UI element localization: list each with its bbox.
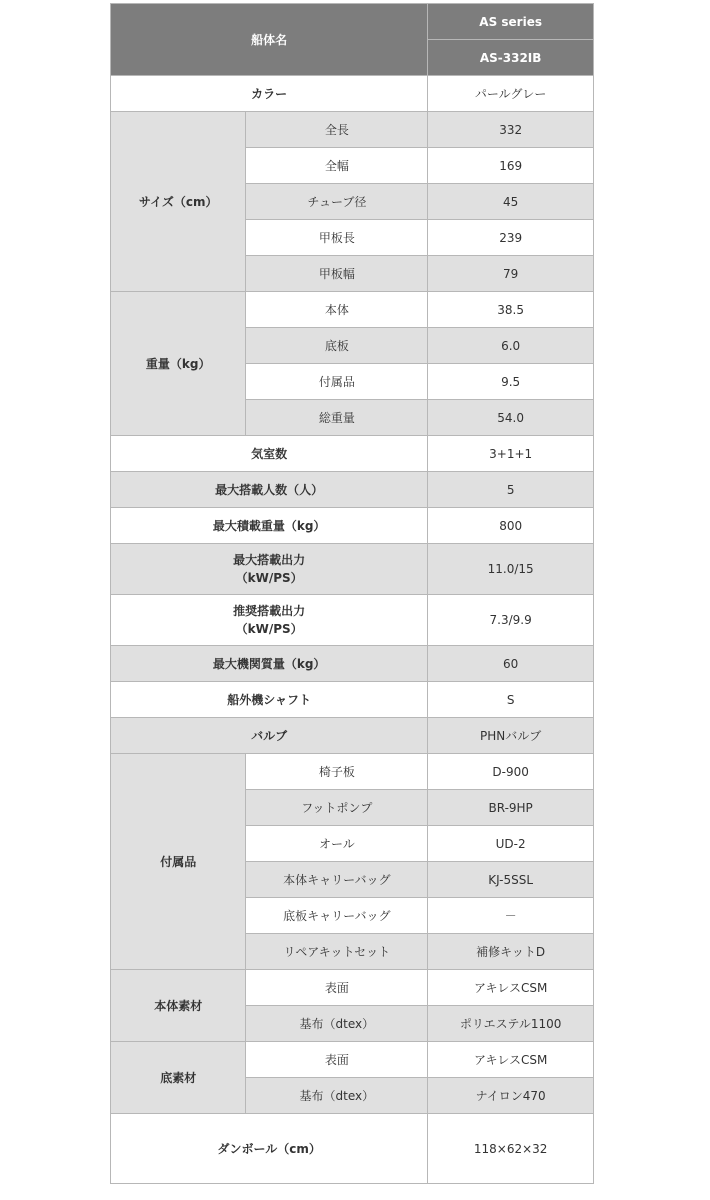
row-value: 6.0 [428, 328, 594, 364]
row-value: 45 [428, 184, 594, 220]
bottom-material-group-label: 底素材 [111, 1042, 246, 1114]
shaft-value: S [428, 682, 594, 718]
max-persons-label: 最大搭載人数（人） [111, 472, 428, 508]
table-row [111, 112, 594, 148]
max-output-label-line1: 最大搭載出力 [233, 553, 306, 567]
max-output-label [111, 544, 428, 595]
row-label: 基布（dtex） [246, 1006, 428, 1042]
rec-output-value: 7.3/9.9 [428, 595, 594, 646]
max-output-label-line2: （kW/PS） [235, 571, 303, 585]
chambers-label: 気室数 [111, 436, 428, 472]
table-row [111, 595, 594, 646]
row-label: チューブ径 [246, 184, 428, 220]
row-label: 表面 [246, 1042, 428, 1078]
row-label: 本体 [246, 292, 428, 328]
table-row [111, 436, 594, 472]
row-label: 全長 [246, 112, 428, 148]
table-row [111, 508, 594, 544]
chambers-value: 3+1+1 [428, 436, 594, 472]
row-label: 底板キャリーバッグ [246, 898, 428, 934]
table-row [111, 970, 594, 1006]
row-label: 甲板長 [246, 220, 428, 256]
body-material-group-label: 本体素材 [111, 970, 246, 1042]
rec-output-label [111, 595, 428, 646]
row-label: 本体キャリーバッグ [246, 862, 428, 898]
row-value: － [428, 898, 594, 934]
row-value: D-900 [428, 754, 594, 790]
row-value: KJ-5SSL [428, 862, 594, 898]
accessories-group-label: 付属品 [111, 754, 246, 970]
row-label: 全幅 [246, 148, 428, 184]
row-label: 基布（dtex） [246, 1078, 428, 1114]
row-label: 椅子板 [246, 754, 428, 790]
row-value: 169 [428, 148, 594, 184]
table-row [111, 754, 594, 790]
cardboard-label: ダンボール（cm） [111, 1114, 428, 1184]
row-label: 付属品 [246, 364, 428, 400]
shaft-label: 船外機シャフト [111, 682, 428, 718]
row-label: 甲板幅 [246, 256, 428, 292]
rec-output-label-line2: （kW/PS） [235, 622, 303, 636]
row-value: BR-9HP [428, 790, 594, 826]
row-label: 表面 [246, 970, 428, 1006]
table-row [111, 1114, 594, 1184]
max-output-value: 11.0/15 [428, 544, 594, 595]
header-row [111, 4, 594, 40]
table-row [111, 1042, 594, 1078]
max-load-label: 最大積載重量（kg） [111, 508, 428, 544]
spec-table [110, 3, 594, 1184]
weight-group-label: 重量（kg） [111, 292, 246, 436]
row-value: アキレスCSM [428, 1042, 594, 1078]
row-value: 38.5 [428, 292, 594, 328]
table-row [111, 544, 594, 595]
row-value: 補修キットD [428, 934, 594, 970]
max-engine-weight-value: 60 [428, 646, 594, 682]
model-header: AS-332IB [428, 40, 594, 76]
max-engine-weight-label: 最大機関質量（kg） [111, 646, 428, 682]
size-group-label: サイズ（cm） [111, 112, 246, 292]
row-label: フットポンプ [246, 790, 428, 826]
row-value: 239 [428, 220, 594, 256]
row-label: 底板 [246, 328, 428, 364]
row-value: 9.5 [428, 364, 594, 400]
max-load-value: 800 [428, 508, 594, 544]
row-value: 79 [428, 256, 594, 292]
table-row [111, 646, 594, 682]
max-persons-value: 5 [428, 472, 594, 508]
valve-value: PHNバルブ [428, 718, 594, 754]
row-label: オール [246, 826, 428, 862]
row-value: ポリエステル1100 [428, 1006, 594, 1042]
series-header: AS series [428, 4, 594, 40]
cardboard-value: 118×62×32 [428, 1114, 594, 1184]
row-label: 総重量 [246, 400, 428, 436]
hull-name-header: 船体名 [111, 4, 428, 76]
table-row [111, 682, 594, 718]
row-value: 54.0 [428, 400, 594, 436]
row-value: ナイロン470 [428, 1078, 594, 1114]
table-row [111, 718, 594, 754]
row-value: 332 [428, 112, 594, 148]
rec-output-label-line1: 推奨搭載出力 [233, 604, 306, 618]
table-row [111, 76, 594, 112]
row-value: アキレスCSM [428, 970, 594, 1006]
valve-label: バルブ [111, 718, 428, 754]
row-label: リペアキットセット [246, 934, 428, 970]
color-label: カラー [111, 76, 428, 112]
row-value: UD-2 [428, 826, 594, 862]
table-row [111, 472, 594, 508]
table-row [111, 292, 594, 328]
color-value: パールグレー [428, 76, 594, 112]
